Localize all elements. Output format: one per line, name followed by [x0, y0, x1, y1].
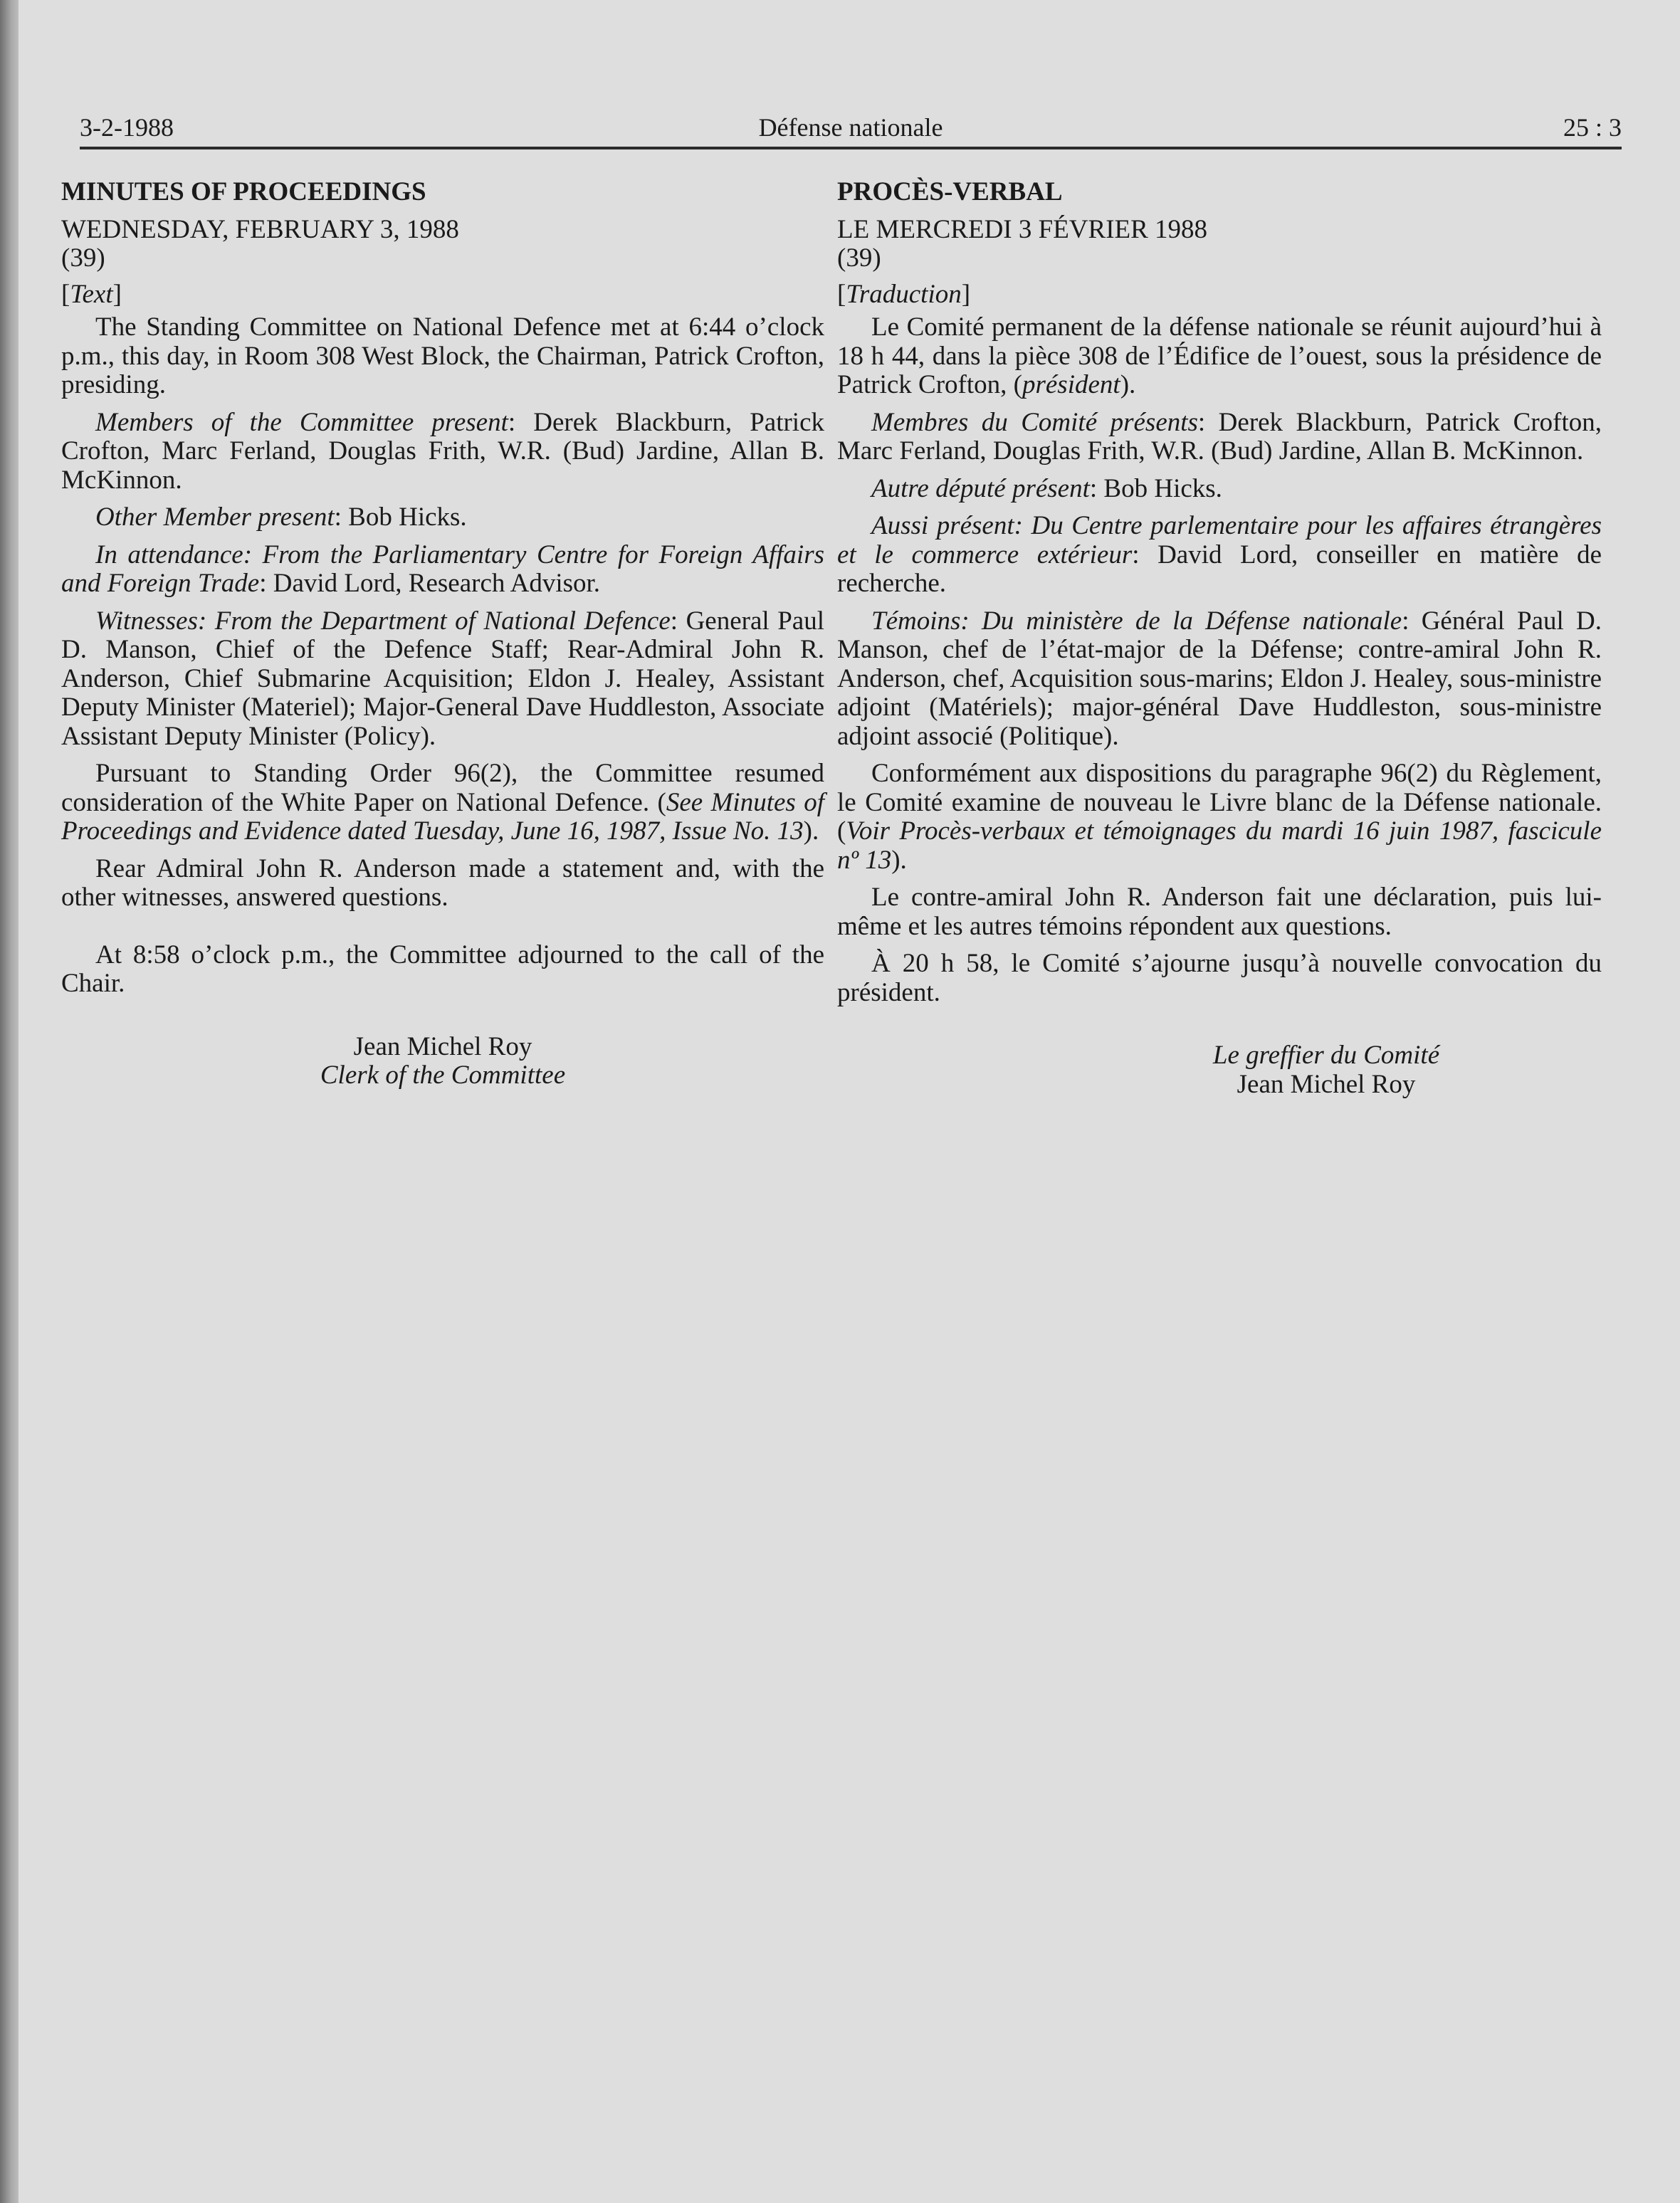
opening-paragraph: The Standing Committee on National Defence met at 6:44 o’clock p.m., this day, in Room 308 West Block, the Chairman, Patrick Crofton, presiding. [61, 312, 824, 399]
clerk-name: Jean Michel Roy [1237, 1069, 1416, 1099]
adjournment-paragraph: À 20 h 58, le Comité s’ajourne jusqu’à nouvelle convocation du président. [837, 949, 1602, 1007]
statement-paragraph: Rear Admiral John R. Anderson made a statement and, with the other witnesses, answered questions. [61, 853, 824, 912]
clerk-name: Jean Michel Roy [353, 1031, 532, 1061]
clerk-title: Le greffier du Comité [1212, 1041, 1440, 1070]
english-column [61, 178, 824, 1090]
header-page-number: 25 : 3 [1563, 113, 1622, 142]
section-title: MINUTES OF PROCEEDINGS [61, 177, 426, 206]
scan-edge [0, 0, 19, 2203]
header-title: Défense nationale [758, 113, 943, 142]
statement-paragraph: Le contre-amiral John R. Anderson fait une déclaration, puis lui-même et les autres témoins répondent aux questions. [837, 883, 1602, 941]
translation-tag: [Traduction] [837, 279, 971, 309]
signature-block [61, 1033, 824, 1090]
section-title: PROCÈS-VERBAL [837, 177, 1063, 206]
meeting-number: (39) [837, 243, 881, 273]
order-paragraph: Pursuant to Standing Order 96(2), the Committee resumed consideration of the White Paper on National Defence. (See Minutes of Proceedings and Evidence dated Tuesday, June 16, 1987, Issue No. 13). [61, 759, 824, 846]
other-member-paragraph: Autre député présent: Bob Hicks. [871, 473, 1222, 503]
attendance-paragraph: Aussi présent: Du Centre parlementaire pour les affaires étrangères et le commerce extérieur: David Lord, conseiller en matière de recherche. [837, 511, 1602, 598]
opening-paragraph: Le Comité permanent de la défense nationale se réunit aujourd’hui à 18 h 44, dans la pièce 308 de l’Édifice de l’ouest, sous la présidence de Patrick Crofton, (président). [837, 312, 1602, 399]
french-column [837, 178, 1602, 1099]
other-member-paragraph: Other Member present: Bob Hicks. [95, 503, 467, 532]
meeting-number: (39) [61, 243, 105, 273]
order-paragraph: Conformément aux dispositions du paragraphe 96(2) du Règlement, le Comité examine de nouveau le Livre blanc de la Défense nationale. (Voir Procès-verbaux et témoignages du mardi 16 juin 1987, fascicule nº 13). [837, 759, 1602, 875]
meeting-date: LE MERCREDI 3 FÉVRIER 1988 [837, 214, 1208, 244]
attendance-paragraph: In attendance: From the Parliamentary Centre for Foreign Affairs and Foreign Trade: David Lord, Research Advisor. [61, 540, 824, 598]
header-date: 3-2-1988 [80, 113, 174, 142]
text-tag: [Text] [61, 279, 122, 309]
members-paragraph: Members of the Committee present: Derek Blackburn, Patrick Crofton, Marc Ferland, Douglas Frith, W.R. (Bud) Jardine, Allan B. McKinnon. [61, 407, 825, 495]
meeting-date: WEDNESDAY, FEBRUARY 3, 1988 [61, 214, 459, 244]
running-header [80, 107, 1622, 149]
witnesses-paragraph: Witnesses: From the Department of National Defence: General Paul D. Manson, Chief of the Defence Staff; Rear-Admiral John R. Anderson, Chief Submarine Acquisition; Eldon J. Healey, Assistant Deputy Minister (Materiel); Major-General Dave Huddleston, Associate Assistant Deputy Minister (Policy). [61, 606, 824, 751]
clerk-title: Clerk of the Committee [320, 1061, 566, 1090]
witnesses-paragraph: Témoins: Du ministère de la Défense nationale: Général Paul D. Manson, chef de l’état-major de la Défense; contre-amiral John R. Anderson, chef, Acquisition sous-marins; Eldon J. Healey, sous-ministre adjoint (Matériels); major-général Dave Huddleston, sous-ministre adjoint associé (Politique). [837, 606, 1602, 751]
signature-block [837, 1041, 1602, 1099]
adjournment-paragraph: At 8:58 o’clock p.m., the Committee adjourned to the call of the Chair. [61, 940, 824, 998]
members-paragraph: Membres du Comité présents: Derek Blackburn, Patrick Crofton, Marc Ferland, Douglas Frith, W.R. (Bud) Jardine, Allan B. McKinnon. [837, 407, 1602, 466]
